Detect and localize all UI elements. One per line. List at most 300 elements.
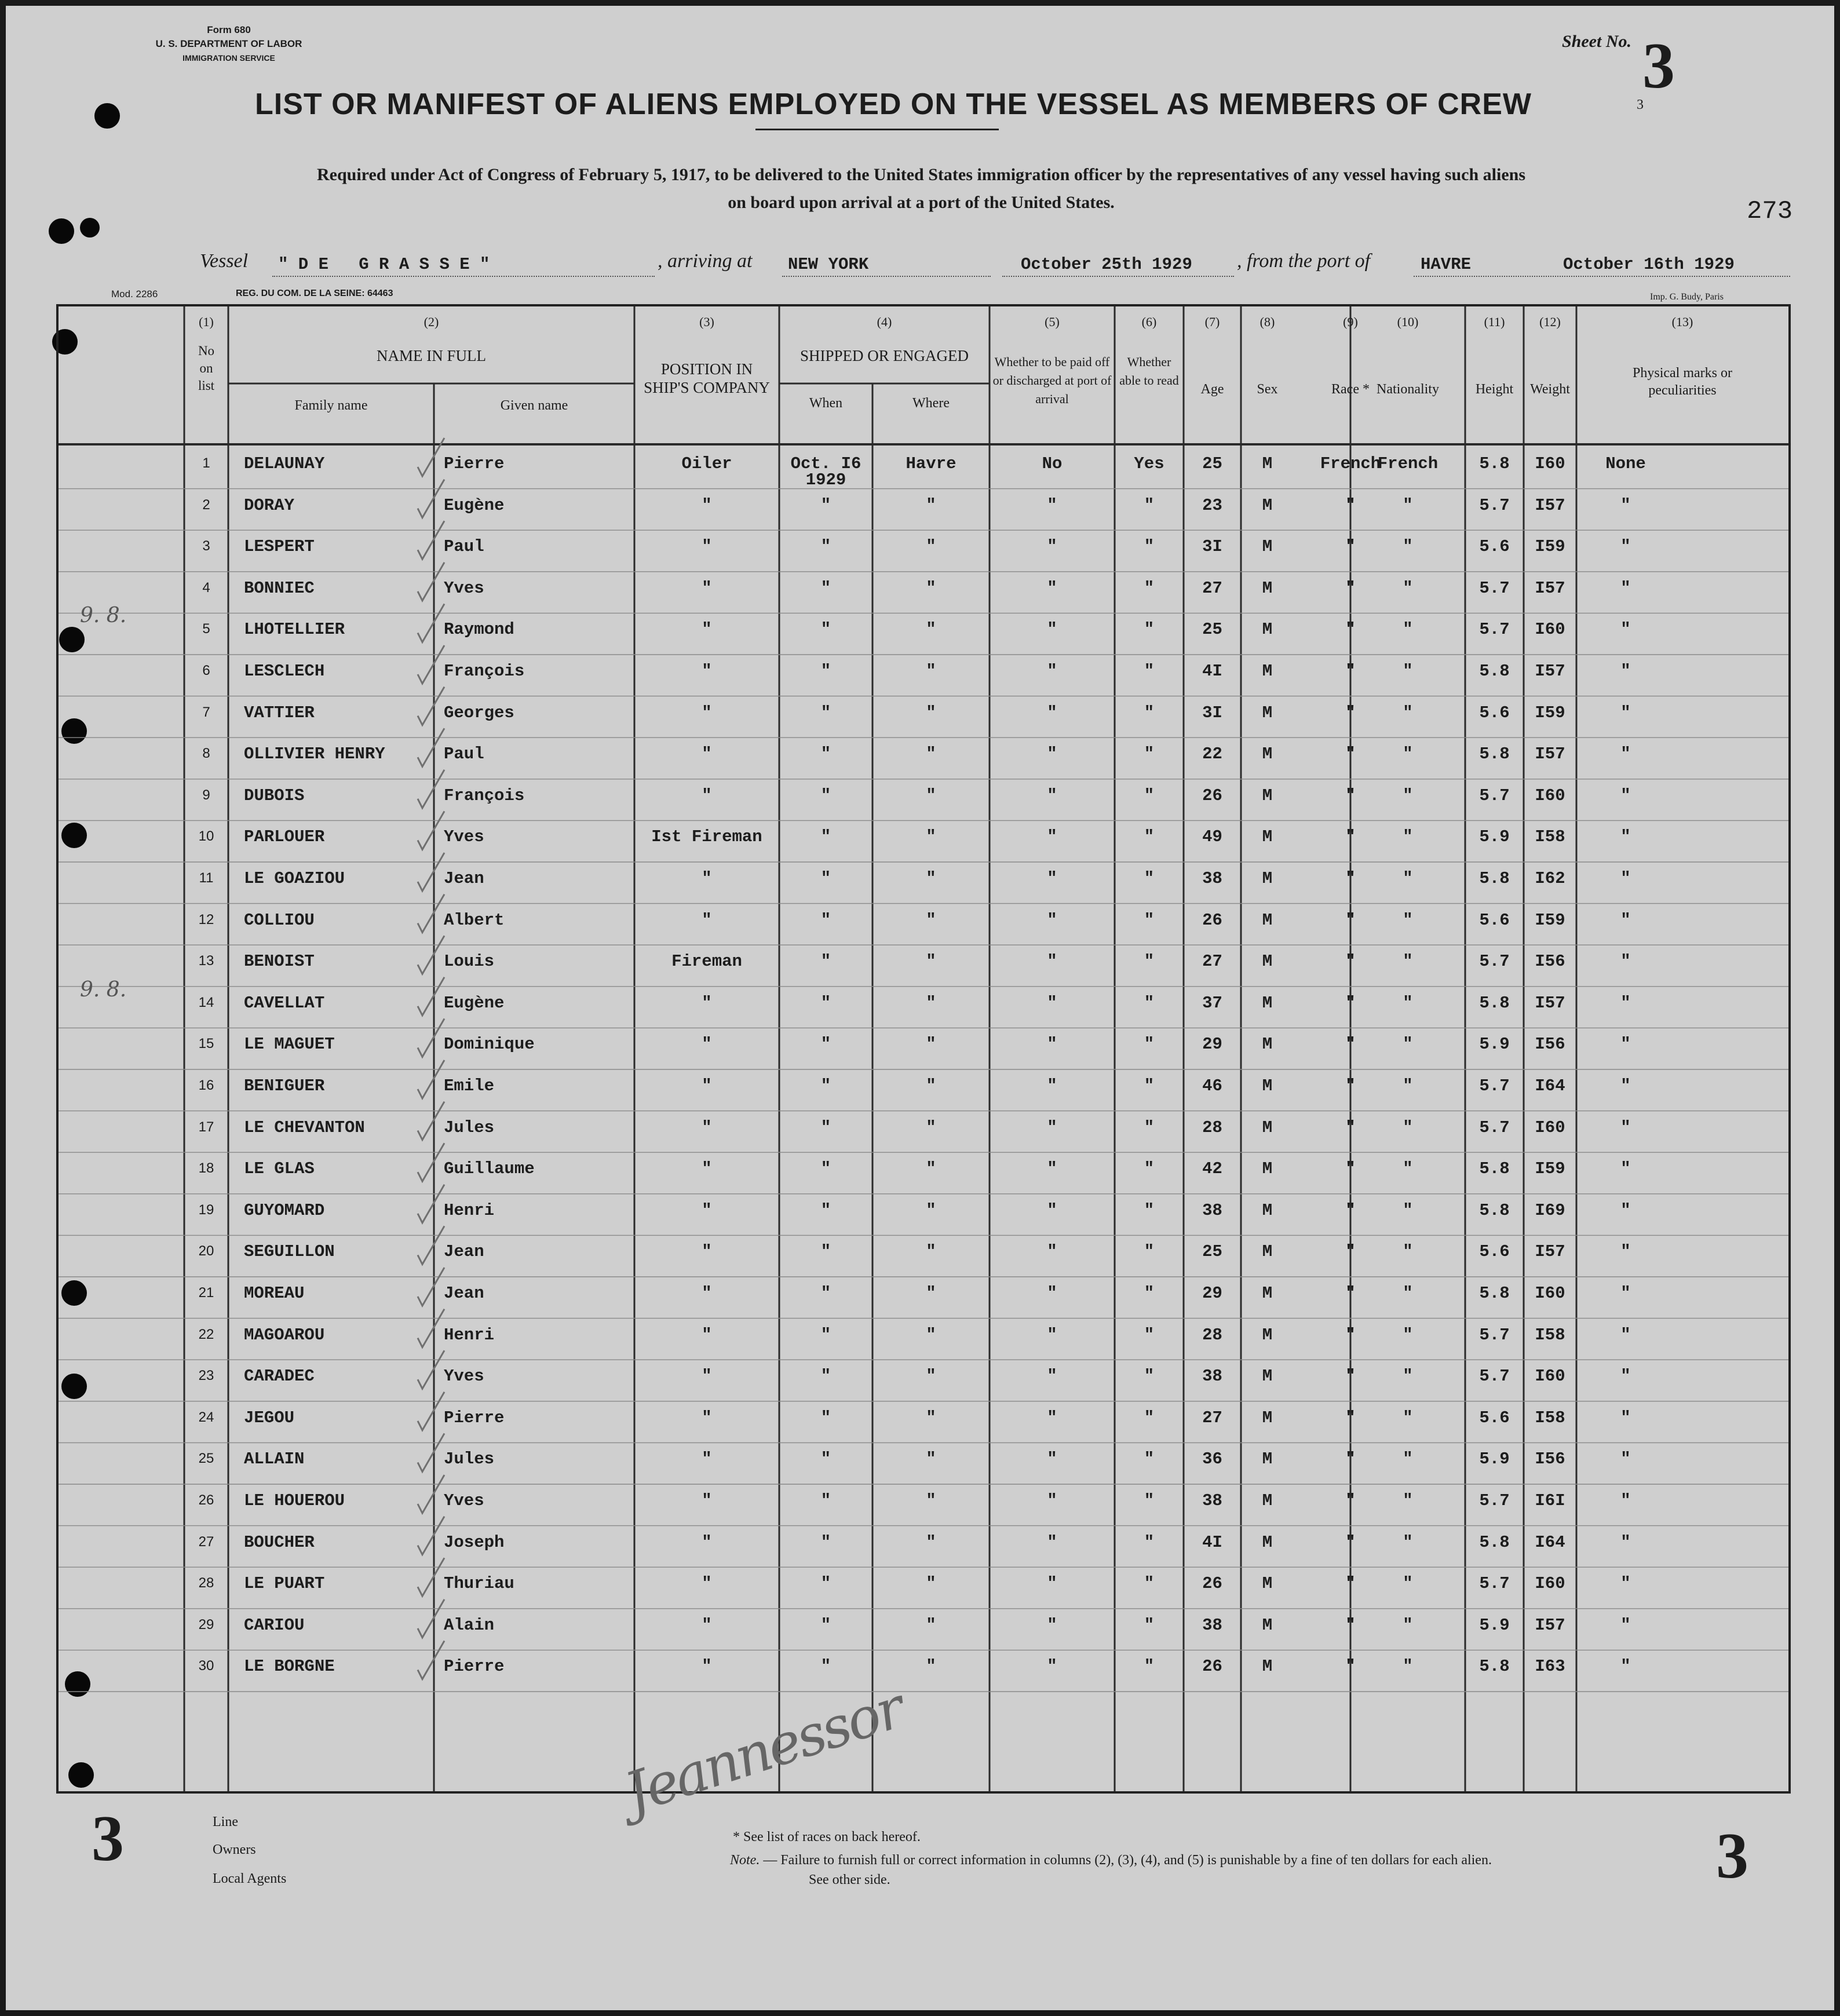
cell-given: Dominique — [444, 1035, 535, 1054]
cell-family: LE CHEVANTON — [244, 1117, 365, 1137]
cell-nationality: " — [1403, 744, 1413, 764]
cell-race: " — [1345, 495, 1356, 515]
cell-where: " — [926, 1574, 936, 1594]
cell-race: " — [1345, 1491, 1356, 1510]
punch-hole — [94, 103, 120, 129]
cell-where: " — [926, 703, 936, 722]
cell-read: " — [1144, 869, 1155, 888]
cell-read: " — [1144, 827, 1155, 847]
cell-nationality: " — [1403, 495, 1413, 515]
margin-note-row-13: 9. 8. — [80, 978, 127, 1002]
cell-marks: None — [1605, 454, 1646, 473]
cell-read: " — [1144, 620, 1155, 640]
cell-age: 22 — [1202, 744, 1222, 764]
page-title: LIST OR MANIFEST OF ALIENS EMPLOYED ON THE VESSEL AS MEMBERS OF CREW — [255, 87, 1532, 121]
cell-age: 25 — [1202, 454, 1222, 473]
cell-weight: I57 — [1535, 578, 1565, 598]
col9-number: (9) — [1343, 315, 1358, 329]
cell-family: CARADEC — [244, 1367, 315, 1386]
cell-nationality: " — [1403, 1491, 1413, 1510]
cell-age: 3I — [1202, 703, 1222, 722]
see-other-side: See other side. — [809, 1872, 890, 1887]
cell-marks: " — [1620, 1449, 1631, 1469]
col13-header: Physical marks or peculiarities — [1633, 366, 1732, 398]
cell-height: 5.8 — [1479, 869, 1510, 888]
cell-race: " — [1345, 993, 1356, 1013]
col8-header: Sex — [1257, 382, 1278, 397]
col3-header: POSITION IN SHIP'S COMPANY — [644, 360, 770, 396]
cell-marks: " — [1620, 1408, 1631, 1427]
departure-date: October 16th 1929 — [1563, 255, 1735, 274]
cell-weight: I59 — [1535, 703, 1565, 722]
cell-sex: M — [1262, 869, 1273, 888]
cell-given: Paul — [444, 537, 484, 557]
col2a-header: Family name — [294, 398, 368, 413]
cell-sex: M — [1262, 1200, 1273, 1220]
cell-race: " — [1345, 1449, 1356, 1469]
cell-height: 5.8 — [1479, 1657, 1510, 1677]
cell-paid-off: " — [1047, 578, 1057, 598]
cell-age: 28 — [1202, 1117, 1222, 1137]
department-name: U. S. DEPARTMENT OF LABOR — [155, 38, 302, 49]
cell-nationality: " — [1403, 952, 1413, 972]
cell-marks: " — [1620, 662, 1631, 681]
cell-sex: M — [1262, 1408, 1273, 1427]
cell-where: " — [926, 1242, 936, 1262]
cell-race: " — [1345, 1367, 1356, 1386]
cell-height: 5.6 — [1479, 910, 1510, 930]
cell-weight: I58 — [1535, 1325, 1565, 1345]
col2-header: NAME IN FULL — [377, 347, 486, 364]
cell-height: 5.7 — [1479, 495, 1510, 515]
cell-weight: I56 — [1535, 952, 1565, 972]
cell-read: " — [1144, 1076, 1155, 1095]
cell-given: Eugène — [444, 495, 505, 515]
cell-family: LESPERT — [244, 537, 315, 557]
cell-read: " — [1144, 662, 1155, 681]
cell-family: DORAY — [244, 495, 295, 515]
col12-header: Weight — [1530, 382, 1570, 397]
row-number: 30 — [198, 1658, 214, 1674]
cell-weight: I60 — [1535, 1367, 1565, 1386]
cell-when: " — [820, 993, 831, 1013]
cell-weight: I57 — [1535, 744, 1565, 764]
cell-age: 37 — [1202, 993, 1222, 1013]
cell-sex: M — [1262, 662, 1273, 681]
cell-position: " — [702, 1615, 712, 1635]
cell-given: Pierre — [444, 1408, 505, 1427]
cell-age: 38 — [1202, 1200, 1222, 1220]
cell-sex: M — [1262, 578, 1273, 598]
cell-given: François — [444, 662, 525, 681]
cell-marks: " — [1620, 1367, 1631, 1386]
cell-family: VATTIER — [244, 703, 315, 722]
cell-where: " — [926, 1657, 936, 1677]
cell-marks: " — [1620, 1200, 1631, 1220]
cell-race: " — [1345, 1574, 1356, 1594]
cell-where: " — [926, 910, 936, 930]
cell-position: Fireman — [671, 952, 742, 972]
cell-height: 5.7 — [1479, 1491, 1510, 1510]
row-number: 16 — [198, 1078, 214, 1093]
cell-when: " — [820, 1035, 831, 1054]
cell-age: 4I — [1202, 662, 1222, 681]
cell-weight: I60 — [1535, 1284, 1565, 1303]
cell-position: " — [702, 703, 712, 722]
cell-where: " — [926, 1325, 936, 1345]
cell-position: " — [702, 1491, 712, 1510]
cell-family: BONNIEC — [244, 578, 315, 598]
cell-where: " — [926, 952, 936, 972]
cell-family: COLLIOU — [244, 910, 315, 930]
mod-number: Mod. 2286 — [111, 288, 158, 300]
cell-race: " — [1345, 1242, 1356, 1262]
subtitle-line-2: on board upon arrival at a port of the United States. — [728, 193, 1115, 212]
cell-given: Emile — [444, 1076, 495, 1095]
cell-position: " — [702, 910, 712, 930]
cell-where: " — [926, 1449, 936, 1469]
cell-read: " — [1144, 786, 1155, 805]
cell-race: " — [1345, 827, 1356, 847]
cell-when: " — [820, 1408, 831, 1427]
cell-marks: " — [1620, 537, 1631, 557]
cell-age: 38 — [1202, 869, 1222, 888]
cell-paid-off: " — [1047, 869, 1057, 888]
col1-header: No on list — [198, 344, 215, 393]
cell-given: Raymond — [444, 620, 514, 640]
row-number: 17 — [198, 1119, 214, 1135]
cell-position: " — [702, 620, 712, 640]
cell-height: 5.7 — [1479, 1367, 1510, 1386]
cell-sex: M — [1262, 827, 1273, 847]
row-number: 28 — [198, 1575, 214, 1591]
cell-where: " — [926, 827, 936, 847]
cell-family: BENIGUER — [244, 1076, 325, 1095]
cell-height: 5.7 — [1479, 620, 1510, 640]
cell-nationality: " — [1403, 703, 1413, 722]
col4-header: SHIPPED OR ENGAGED — [799, 347, 969, 364]
cell-marks: " — [1620, 744, 1631, 764]
cell-sex: M — [1262, 1242, 1273, 1262]
cell-age: 26 — [1202, 786, 1222, 805]
col4-number: (4) — [877, 315, 892, 329]
cell-marks: " — [1620, 1574, 1631, 1594]
cell-read: " — [1144, 744, 1155, 764]
cell-given: Jean — [444, 1242, 484, 1262]
cell-when: " — [820, 1574, 831, 1594]
cell-sex: M — [1262, 537, 1273, 557]
col7-header: Age — [1200, 382, 1224, 397]
cell-paid-off: " — [1047, 1242, 1057, 1262]
cell-when: " — [820, 1117, 831, 1137]
note-text: — Failure to furnish full or correct information in columns (2), (3), (4), and (5) is punishable by a fine of ten dollars for each alien. — [763, 1853, 1492, 1868]
cell-paid-off: " — [1047, 952, 1057, 972]
cell-position: " — [702, 1532, 712, 1552]
cell-weight: I60 — [1535, 786, 1565, 805]
cell-when: " — [820, 620, 831, 640]
cell-family: JEGOU — [244, 1408, 295, 1427]
cell-weight: I58 — [1535, 827, 1565, 847]
cell-position: " — [702, 1284, 712, 1303]
cell-when: " — [820, 495, 831, 515]
cell-where: " — [926, 1159, 936, 1179]
cell-nationality: " — [1403, 1615, 1413, 1635]
cell-when: Oct. I6 — [790, 454, 861, 473]
cell-given: Henri — [444, 1200, 495, 1220]
cell-nationality: " — [1403, 1117, 1413, 1137]
cell-when: " — [820, 537, 831, 557]
row-number: 4 — [202, 579, 210, 596]
cell-read: " — [1144, 1325, 1155, 1345]
cell-nationality: " — [1403, 1532, 1413, 1552]
cell-given: Yves — [444, 1367, 484, 1386]
cell-marks: " — [1620, 1035, 1631, 1054]
cell-race: " — [1345, 1159, 1356, 1179]
cell-race: " — [1345, 1035, 1356, 1054]
cell-where: " — [926, 1491, 936, 1510]
cell-when: " — [820, 1532, 831, 1552]
cell-weight: I6I — [1535, 1491, 1565, 1510]
cell-paid-off: " — [1047, 1491, 1057, 1510]
col6-header: Whether able to read — [1119, 355, 1179, 388]
cell-race: " — [1345, 952, 1356, 972]
cell-nationality: " — [1403, 1284, 1413, 1303]
cell-where: " — [926, 1367, 936, 1386]
cell-height: 5.8 — [1479, 744, 1510, 764]
cell-race: " — [1345, 703, 1356, 722]
cell-family: MOREAU — [244, 1284, 305, 1303]
cell-nationality: " — [1403, 1035, 1413, 1054]
col4a-header: When — [809, 396, 843, 411]
cell-position: Ist Fireman — [651, 827, 762, 847]
cell-paid-off: " — [1047, 1035, 1057, 1054]
cell-read: " — [1144, 1449, 1155, 1469]
cell-sex: M — [1262, 1532, 1273, 1552]
printer-name: Imp. G. Budy, Paris — [1650, 292, 1724, 302]
cell-position: " — [702, 1242, 712, 1262]
cell-weight: I56 — [1535, 1449, 1565, 1469]
cell-paid-off: " — [1047, 1117, 1057, 1137]
cell-when: " — [820, 1200, 831, 1220]
cell-when: " — [820, 1325, 831, 1345]
cell-nationality: " — [1403, 537, 1413, 557]
fine-note — [730, 1853, 1492, 1868]
cell-where: " — [926, 1532, 936, 1552]
cell-sex: M — [1262, 1615, 1273, 1635]
cell-position: " — [702, 1657, 712, 1677]
cell-nationality: " — [1403, 1574, 1413, 1594]
arriving-port: NEW YORK — [788, 255, 869, 274]
row-number: 20 — [198, 1243, 214, 1259]
cell-read: " — [1144, 1242, 1155, 1262]
cell-read: " — [1144, 993, 1155, 1013]
cell-age: 25 — [1202, 1242, 1222, 1262]
cell-race: " — [1345, 1117, 1356, 1137]
cell-race: " — [1345, 1532, 1356, 1552]
cell-where: " — [926, 993, 936, 1013]
col5-number: (5) — [1045, 315, 1060, 329]
cell-read: " — [1144, 1117, 1155, 1137]
cell-nationality: " — [1403, 1159, 1413, 1179]
cell-nationality: " — [1403, 1242, 1413, 1262]
service-name: IMMIGRATION SERVICE — [182, 53, 275, 63]
cell-when: " — [820, 1491, 831, 1510]
cell-read: " — [1144, 1532, 1155, 1552]
cell-marks: " — [1620, 1242, 1631, 1262]
cell-paid-off: " — [1047, 910, 1057, 930]
cell-age: 46 — [1202, 1076, 1222, 1095]
cell-race: " — [1345, 1076, 1356, 1095]
cell-age: 38 — [1202, 1615, 1222, 1635]
cell-paid-off: " — [1047, 1200, 1057, 1220]
cell-nationality: " — [1403, 1200, 1413, 1220]
row-number: 21 — [198, 1285, 214, 1301]
cell-height: 5.9 — [1479, 1615, 1510, 1635]
cell-height: 5.8 — [1479, 662, 1510, 681]
subtitle-line-1: Required under Act of Congress of February 5, 1917, to be delivered to the United States immigration officer by the representatives of any vessel having such aliens — [317, 165, 1525, 184]
cell-race: " — [1345, 620, 1356, 640]
cell-paid-off: " — [1047, 1325, 1057, 1345]
cell-where: " — [926, 869, 936, 888]
cell-paid-off: " — [1047, 1615, 1057, 1635]
row-number: 18 — [198, 1160, 214, 1177]
cell-age: 28 — [1202, 1325, 1222, 1345]
cell-marks: " — [1620, 1284, 1631, 1303]
cell-family: LE HOUEROU — [244, 1491, 345, 1510]
cell-marks: " — [1620, 495, 1631, 515]
cell-given: Yves — [444, 1491, 484, 1510]
vessel-label: Vessel — [200, 250, 249, 272]
cell-sex: M — [1262, 620, 1273, 640]
cell-race: " — [1345, 537, 1356, 557]
cell-when: " — [820, 1615, 831, 1635]
row-number: 6 — [202, 663, 210, 678]
cell-family: GUYOMARD — [244, 1200, 325, 1220]
cell-nationality: " — [1403, 1076, 1413, 1095]
cell-position: " — [702, 1076, 712, 1095]
cell-sex: M — [1262, 1491, 1273, 1510]
cell-marks: " — [1620, 1076, 1631, 1095]
cell-family: BOUCHER — [244, 1532, 315, 1552]
cell-age: 36 — [1202, 1449, 1222, 1469]
cell-position: " — [702, 1035, 712, 1054]
registry-number: REG. DU COM. DE LA SEINE: 64463 — [236, 288, 393, 298]
cell-family: SEGUILLON — [244, 1242, 335, 1262]
cell-given: Thuriau — [444, 1574, 514, 1594]
row-number: 2 — [202, 496, 210, 513]
cell-family: PARLOUER — [244, 827, 325, 847]
cell-race: " — [1345, 910, 1356, 930]
cell-sex: M — [1262, 1367, 1273, 1386]
cell-position: " — [702, 1574, 712, 1594]
from-port-label: , from the port of — [1237, 250, 1371, 272]
col1-number: (1) — [199, 315, 214, 329]
cell-height: 5.8 — [1479, 1532, 1510, 1552]
cell-height: 5.8 — [1479, 993, 1510, 1013]
cell-read: " — [1144, 1284, 1155, 1303]
vessel-name: " D E G R A S S E " — [278, 255, 490, 274]
cell-weight: I57 — [1535, 662, 1565, 681]
cell-given: Yves — [444, 827, 484, 847]
col8-number: (8) — [1259, 315, 1275, 329]
cell-family: BENOIST — [244, 952, 315, 972]
cell-weight: I59 — [1535, 537, 1565, 557]
cell-paid-off: " — [1047, 703, 1057, 722]
cell-height: 5.7 — [1479, 1117, 1510, 1137]
cell-when: " — [820, 910, 831, 930]
local-agents-label: Local Agents — [213, 1871, 287, 1886]
race-note: * See list of races on back hereof. — [733, 1829, 921, 1845]
cell-nationality: " — [1403, 620, 1413, 640]
cell-given: Jean — [444, 1284, 484, 1303]
cell-given: Jules — [444, 1117, 495, 1137]
cell-nationality: " — [1403, 993, 1413, 1013]
cell-paid-off: " — [1047, 537, 1057, 557]
row-number: 10 — [198, 828, 214, 845]
cell-age: 23 — [1202, 495, 1222, 515]
cell-when: " — [820, 703, 831, 722]
cell-family: MAGOAROU — [244, 1325, 325, 1345]
cell-paid-off: " — [1047, 827, 1057, 847]
cell-age: 49 — [1202, 827, 1222, 847]
cell-paid-off: " — [1047, 1657, 1057, 1677]
cell-paid-off: " — [1047, 662, 1057, 681]
from-port: HAVRE — [1421, 255, 1472, 274]
row-number: 7 — [202, 704, 210, 720]
cell-nationality: " — [1403, 1367, 1413, 1386]
row-number: 24 — [198, 1409, 214, 1425]
cell-nationality: " — [1403, 910, 1413, 930]
cell-sex: M — [1262, 1035, 1273, 1054]
cell-height: 5.7 — [1479, 1574, 1510, 1594]
col7-number: (7) — [1204, 315, 1220, 329]
col2-number: (2) — [424, 315, 439, 329]
cell-when: " — [820, 1076, 831, 1095]
form-number: Form 680 — [207, 24, 251, 35]
cell-marks: " — [1620, 1117, 1631, 1137]
row-number: 12 — [198, 911, 214, 927]
col12-number: (12) — [1539, 315, 1561, 329]
row-number: 9 — [202, 787, 210, 803]
cell-position: " — [702, 786, 712, 805]
cell-height: 5.6 — [1479, 1242, 1510, 1262]
cell-given: Albert — [444, 910, 505, 930]
cell-where: " — [926, 1408, 936, 1427]
cell-when: " — [820, 1284, 831, 1303]
cell-given: Yves — [444, 578, 484, 598]
cell-age: 4I — [1202, 1532, 1222, 1552]
cell-when: " — [820, 1159, 831, 1179]
cell-height: 5.8 — [1479, 454, 1510, 473]
cell-weight: I57 — [1535, 1615, 1565, 1635]
cell-paid-off: " — [1047, 495, 1057, 515]
cell-position: " — [702, 662, 712, 681]
cell-given: Paul — [444, 744, 484, 764]
cell-position: " — [702, 869, 712, 888]
cell-race: " — [1345, 1284, 1356, 1303]
cell-paid-off: No — [1042, 454, 1063, 473]
cell-read: " — [1144, 1367, 1155, 1386]
cell-weight: I60 — [1535, 1574, 1565, 1594]
cell-read: " — [1144, 703, 1155, 722]
row-number: 14 — [198, 994, 214, 1010]
cell-family: DUBOIS — [244, 786, 305, 805]
cell-race: " — [1345, 1325, 1356, 1345]
cell-family: OLLIVIER HENRY — [244, 744, 385, 764]
row-number: 25 — [198, 1451, 214, 1467]
cell-when: " — [820, 1242, 831, 1262]
cell-weight: I64 — [1535, 1076, 1565, 1095]
